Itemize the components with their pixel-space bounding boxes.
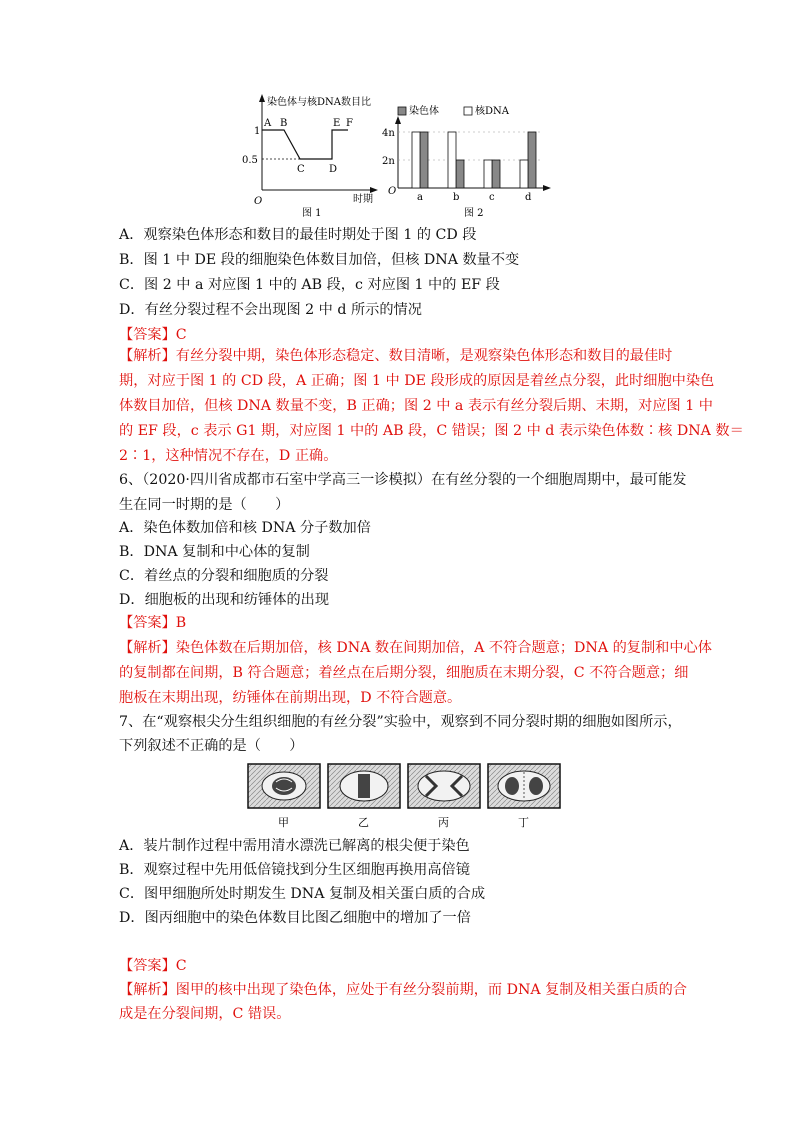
point-e-label: E [333, 118, 341, 129]
point-c-label: C [297, 164, 305, 175]
point-f-label: F [346, 118, 353, 129]
q6-stem-line-2: 生在同一时期的是（ ） [119, 497, 290, 513]
figure-1-tick-05: 0.5 [242, 155, 258, 166]
q7-analysis-line-1: 【解析】图甲的核中出现了染色体，应处于有丝分裂前期，而 DNA 复制及相关蛋白质的合 [119, 982, 687, 998]
figure-1-ratio-line [262, 130, 348, 159]
q6-analysis-line-3: 胞板在末期出现，纺锤体在前期出现，D 不符合题意。 [119, 690, 462, 706]
figure-2-bars [398, 132, 540, 188]
cell-ding [488, 764, 560, 829]
figure-2-caption: 图 2 [464, 208, 484, 219]
category-label-d: d [525, 192, 532, 203]
figure-2-origin: O [388, 186, 397, 197]
q5-option-c: C．图 2 中 a 对应图 1 中的 AB 段，c 对应图 1 中的 EF 段 [119, 277, 500, 293]
q5-analysis-line-4: 的 EF 段，c 表示 G1 期，对应图 1 中的 AB 段，C 错误；图 2 中 d 表示染色体数∶核 DNA 数＝ [119, 423, 744, 439]
q5-analysis-line-1: 【解析】有丝分裂中期，染色体形态稳定、数目清晰，是观察染色体形态和数目的最佳时 [119, 348, 673, 364]
cell-yi [328, 764, 400, 829]
cell-label-yi: 乙 [358, 816, 369, 829]
legend-dna-swatch [464, 107, 472, 115]
q6-option-b: B．DNA 复制和中心体的复制 [119, 544, 310, 560]
q7-option-c: C．图甲细胞所处时期发生 DNA 复制及相关蛋白质的合成 [119, 886, 486, 902]
legend-chromosome-swatch [398, 107, 406, 115]
point-d-label: D [329, 164, 338, 175]
q5-analysis-line-5: 2∶1，这种情况不存在，D 正确。 [119, 448, 338, 464]
q5-option-a: A．观察染色体形态和数目的最佳时期处于图 1 的 CD 段 [119, 227, 477, 243]
figure-1-xlabel: 时期 [353, 194, 373, 205]
q7-option-b: B．观察过程中先用低倍镜找到分生区细胞再换用高倍镜 [119, 862, 470, 878]
q6-stem-line-1: 6、（2020·四川省成都市石室中学高三一诊模拟）在有丝分裂的一个细胞周期中，最可能发 [119, 472, 687, 488]
q5-option-b: B．图 1 中 DE 段的细胞染色体数目加倍，但核 DNA 数量不变 [119, 252, 520, 268]
figure-2-categories [417, 192, 532, 203]
figure-2-bar-chart [382, 104, 551, 219]
figure-1-line-chart [242, 94, 378, 219]
figure-1-ylabel: 染色体与核DNA数目比 [267, 97, 371, 108]
cell-label-bing: 丙 [438, 816, 449, 829]
point-a-label: A [264, 118, 272, 129]
bar-b-chromosome [456, 160, 464, 188]
figure-1-caption: 图 1 [302, 208, 322, 219]
q7-option-d: D．图丙细胞中的染色体数目比图乙细胞中的增加了一倍 [119, 910, 471, 926]
q6-option-a: A．染色体数加倍和核 DNA 分子数加倍 [119, 520, 371, 536]
bar-d-chromosome [528, 132, 536, 188]
q6-option-c: C．着丝点的分裂和细胞质的分裂 [119, 568, 329, 584]
bar-c-dna [484, 160, 492, 188]
q5-answer: 【答案】C [119, 327, 187, 343]
q6-option-d: D．细胞板的出现和纺锤体的出现 [119, 592, 330, 608]
q7-answer: 【答案】C [119, 958, 187, 974]
bar-a-dna [412, 132, 420, 188]
category-label-c: c [489, 192, 495, 203]
cell-micrographs [246, 760, 564, 830]
figure-1-tick-1: 1 [254, 126, 261, 137]
figures-svg [240, 92, 570, 220]
category-label-a: a [417, 192, 423, 203]
tick-4n: 4n [382, 128, 395, 139]
figure-block [240, 92, 570, 220]
bar-b-dna [448, 132, 456, 188]
cell-bing [408, 764, 480, 829]
bar-c-chromosome [492, 160, 500, 188]
q7-stem-line-1: 7、在“观察根尖分生组织细胞的有丝分裂”实验中，观察到不同分裂时期的细胞如图所示， [119, 714, 682, 730]
q7-stem-line-2: 下列叙述不正确的是（ ） [119, 738, 304, 754]
q5-analysis-line-2: 期，对应于图 1 的 CD 段，A 正确；图 1 中 DE 段形成的原因是着丝点分裂，此时细胞中染色 [119, 373, 715, 389]
cell-jia [248, 764, 320, 829]
q6-analysis-line-2: 的复制都在间期，B 符合题意；着丝点在后期分裂，细胞质在末期分裂，C 不符合题意；细 [119, 665, 689, 681]
q5-option-d: D．有丝分裂过程不会出现图 2 中 d 所示的情况 [119, 302, 422, 318]
legend-dna-label: 核DNA [475, 106, 509, 117]
cell-label-ding: 丁 [518, 816, 529, 829]
figure-1-origin: O [254, 196, 263, 207]
q5-analysis-line-3: 体数目加倍，但核 DNA 数量不变，B 正确；图 2 中 a 表示有丝分裂后期、末期，对应图 1 中 [119, 398, 713, 414]
legend-chromosome-label: 染色体 [409, 106, 439, 117]
q7-option-a: A．装片制作过程中需用清水漂洗已解离的根尖便于染色 [119, 838, 470, 854]
q7-analysis-line-2: 成是在分裂间期，C 错误。 [119, 1006, 291, 1022]
bar-d-dna [520, 160, 528, 188]
point-b-label: B [280, 118, 288, 129]
q6-analysis-line-1: 【解析】染色体数在后期加倍，核 DNA 数在间期加倍，A 不符合题意；DNA 的复制和中心体 [119, 640, 712, 656]
tick-2n: 2n [382, 156, 395, 167]
category-label-b: b [453, 192, 460, 203]
bar-a-chromosome [420, 132, 428, 188]
cell-label-jia: 甲 [278, 816, 289, 829]
q6-answer: 【答案】B [119, 615, 187, 631]
